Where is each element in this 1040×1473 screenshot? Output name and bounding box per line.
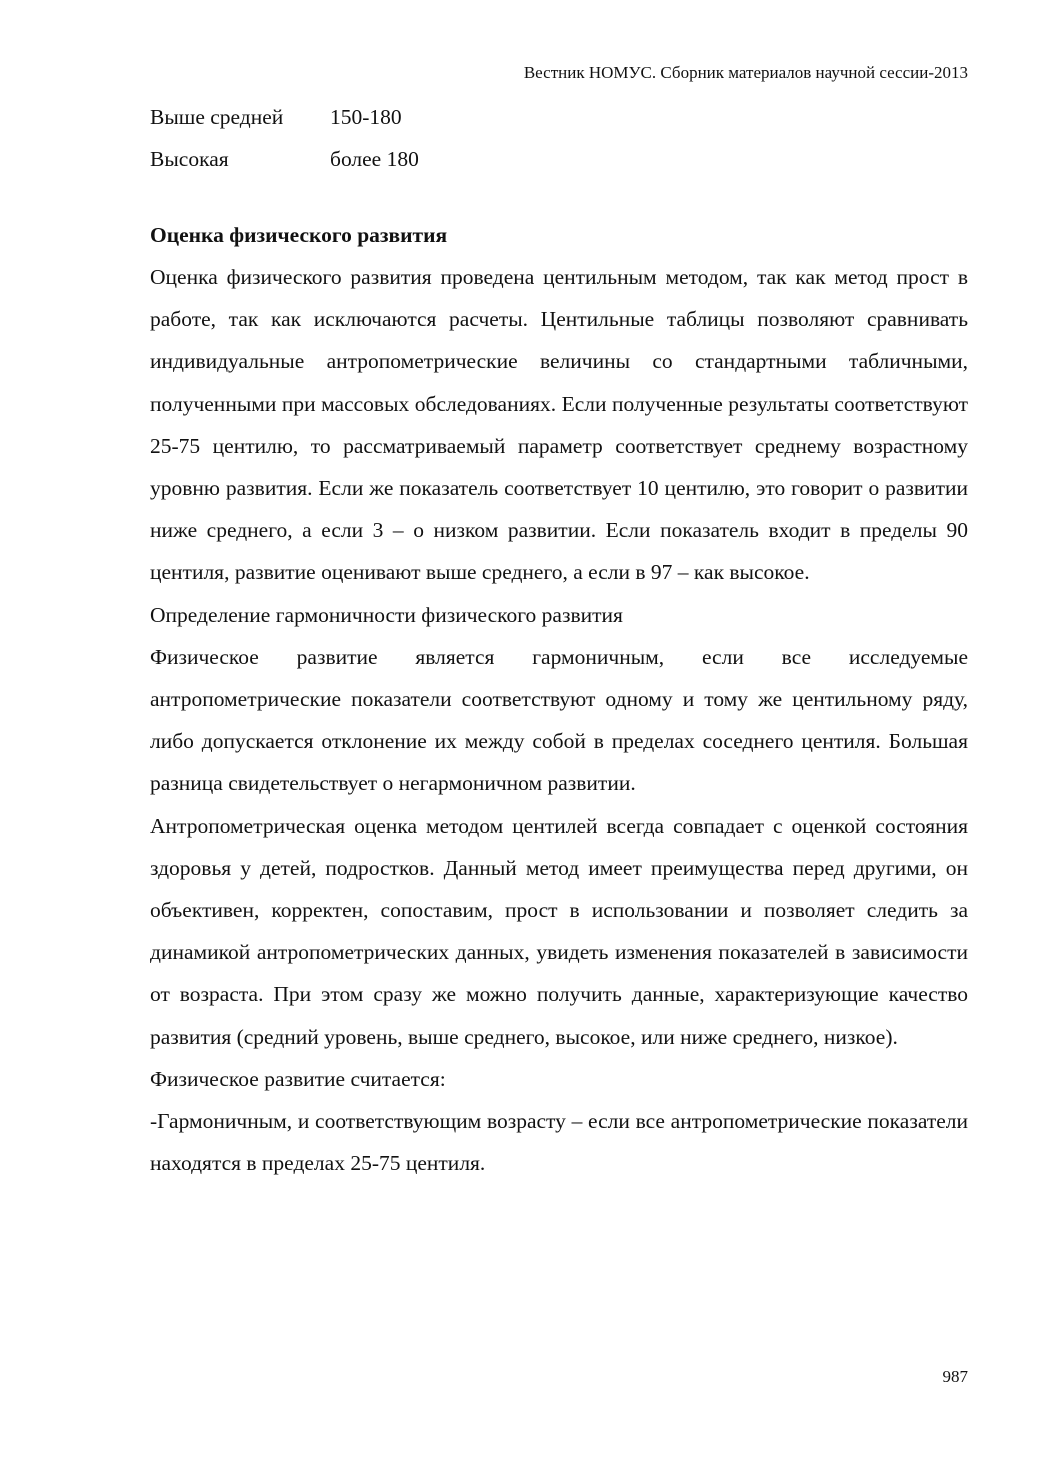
table-row	[150, 96, 419, 138]
page-content	[150, 96, 968, 1184]
paragraph-centile-method: Оценка физического развития проведена центильным методом, так как метод прост в работе, так как исключаются расчеты. Центильные таблицы позволяют сравнивать индивидуальные антропометрические величины со стандартными табличными, полученными при массовых обследованиях. Если полученные результаты соответствуют 25-75 центилю, то рассматриваемый параметр соответствует среднему возрастному уровню развития. Если же показатель соответствует 10 центилю, это говорит о развитии ниже среднего, а если 3 – о низком развитии. Если показатель входит в пределы 90 центиля, развитие оценивают выше среднего, а если в 97 – как высокое.	[150, 265, 968, 585]
level-value-cell: более 180	[330, 147, 419, 171]
paragraph-anthropometric-assessment: Антропометрическая оценка методом центилей всегда совпадает с оценкой состояния здоровья у детей, подростков. Данный метод имеет преимущества перед другими, он объективен, корректен, сопоставим, прост в использовании и позволяет следить за динамикой антропометрических данных, увидеть изменения показателей в зависимости от возраста. При этом сразу же можно получить данные, характеризующие качество развития (средний уровень, выше среднего, высокое, или ниже среднего, низкое).	[150, 813, 968, 1049]
page-number: 987	[942, 1367, 968, 1386]
table-row	[150, 138, 419, 180]
subheading-harmony: Определение гармоничности физического развития	[150, 602, 623, 627]
levels-table	[150, 96, 419, 180]
paragraph-considered-intro: Физическое развитие считается:	[150, 1066, 446, 1091]
running-header: Вестник НОМУС. Сборник материалов научной сессии-2013	[523, 63, 968, 82]
section-heading: Оценка физического развития	[150, 223, 448, 247]
level-value-cell: 150-180	[330, 105, 402, 129]
level-name-cell: Высокая	[150, 147, 229, 171]
paragraph-harmonious-criterion: -Гармоничным, и соответствующим возрасту – если все антропометрические показатели находятся в пределах 25-75 центиля.	[150, 1109, 968, 1176]
level-name-cell: Выше средней	[150, 105, 284, 129]
paragraph-harmony-definition: Физическое развитие является гармоничным, если все исследуемые антропометрические показатели соответствуют одному и тому же центильному ряду, либо допускается отклонение их между собой в пределах соседнего центиля. Большая разница свидетельствует о негармоничном развитии.	[150, 644, 968, 796]
